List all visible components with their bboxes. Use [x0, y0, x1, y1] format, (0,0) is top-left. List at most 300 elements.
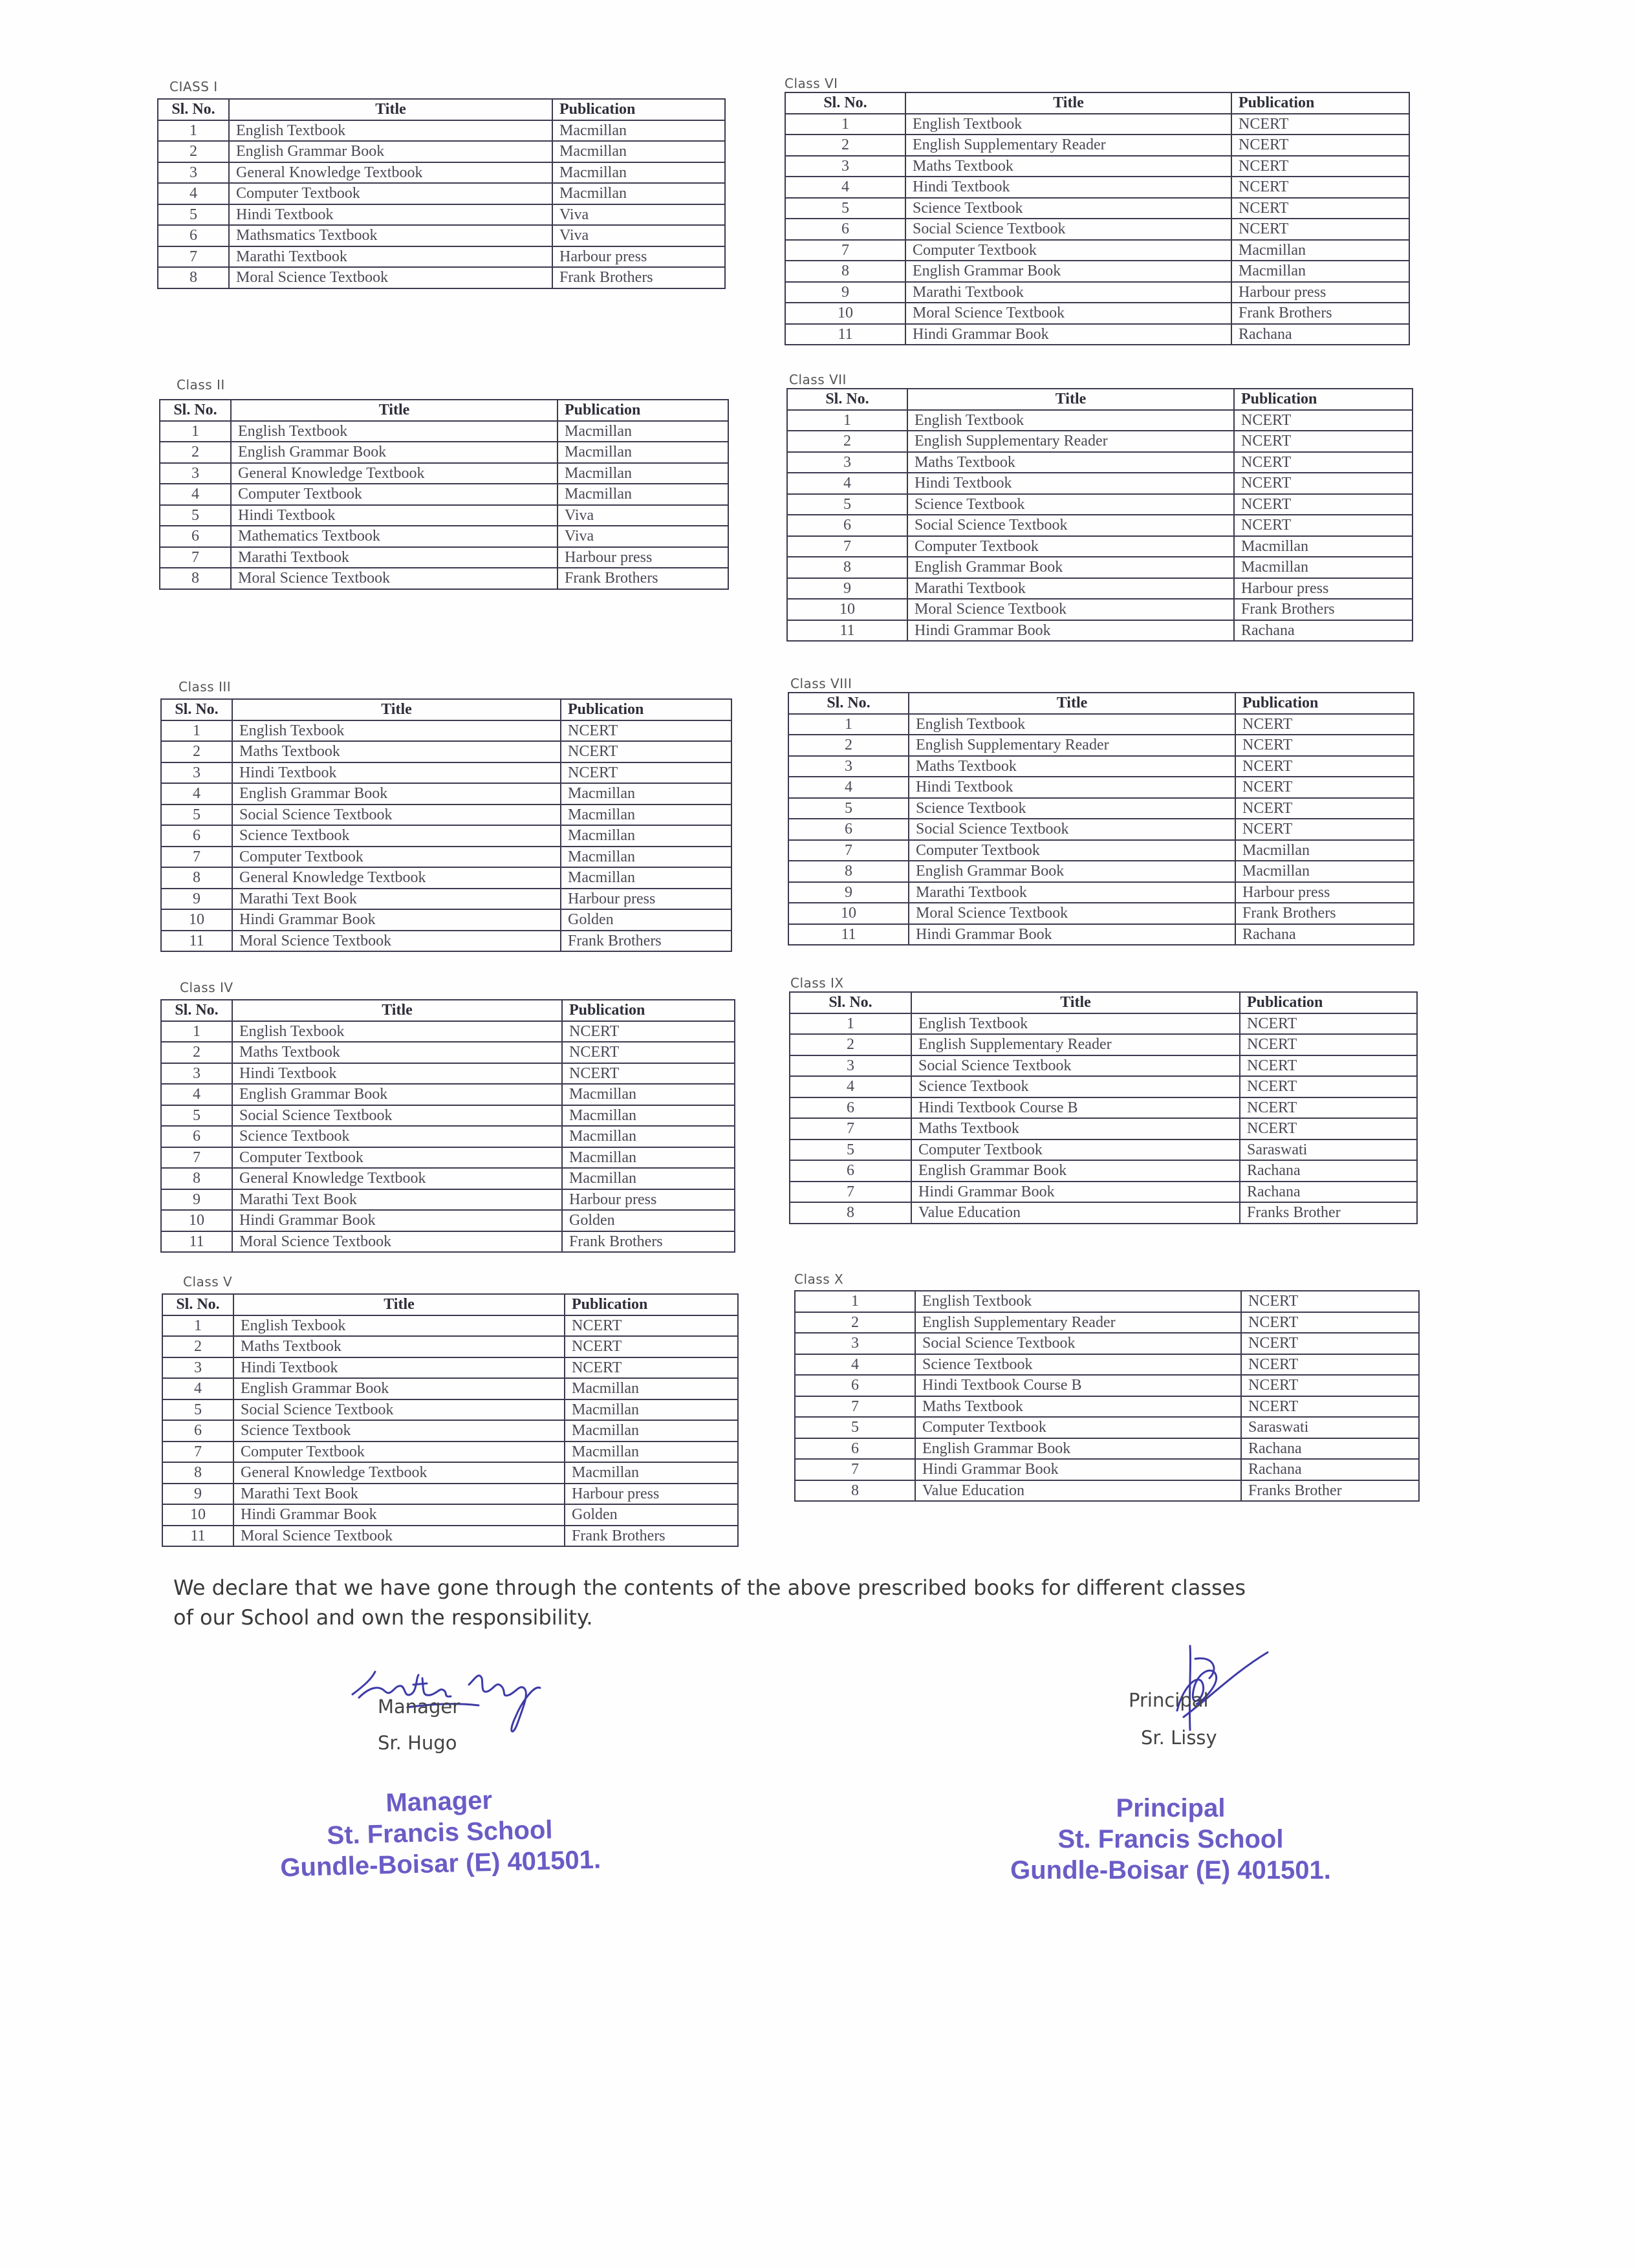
principal-signature — [1164, 1639, 1274, 1736]
declaration — [173, 1573, 1376, 1632]
cell-sl-no: 9 — [161, 889, 232, 910]
table-row — [161, 825, 731, 847]
cell-sl-no: 3 — [161, 762, 232, 784]
cell-title: English Texbook — [233, 1315, 565, 1337]
cell-title: Hindi Textbook — [231, 505, 558, 526]
cell-title: Computer Textbook — [232, 847, 561, 868]
table-row — [161, 867, 731, 889]
cell-publication: NCERT — [1234, 410, 1413, 431]
cell-title: Hindi Grammar Book — [905, 324, 1231, 345]
cell-publication: Macmillan — [565, 1399, 738, 1421]
cell-publication: NCERT — [1235, 798, 1414, 819]
cell-title: Science Textbook — [232, 825, 561, 847]
cell-sl-no: 1 — [158, 120, 229, 142]
table-header-row — [790, 992, 1417, 1013]
manager-stamp-line-3: Gundle-Boisar (E) 401501. — [279, 1845, 601, 1883]
cell-publication: NCERT — [1240, 1055, 1417, 1077]
table-row — [785, 261, 1409, 282]
cell-title: General Knowledge Textbook — [232, 867, 561, 889]
cell-publication: Macmillan — [552, 141, 725, 162]
class-label: Class VI — [785, 76, 838, 91]
cell-publication: Frank Brothers — [552, 267, 725, 288]
table-row — [790, 1160, 1417, 1182]
header-title: Title — [905, 92, 1231, 114]
table-row — [158, 183, 725, 204]
table-row — [795, 1291, 1419, 1312]
cell-title: Hindi Grammar Book — [232, 1210, 562, 1231]
cell-publication: Golden — [562, 1210, 735, 1231]
cell-publication: NCERT — [1231, 156, 1409, 177]
table-header-row — [158, 99, 725, 120]
cell-publication: NCERT — [561, 762, 731, 784]
table-row — [161, 1168, 735, 1189]
cell-publication: NCERT — [561, 741, 731, 762]
cell-publication: Macmillan — [1234, 557, 1413, 578]
principal-stamp — [977, 1793, 1365, 1886]
manager-stamp-line-1: Manager — [385, 1786, 493, 1818]
cell-title: English Textbook — [907, 410, 1234, 431]
table-row — [785, 240, 1409, 261]
cell-sl-no: 6 — [161, 1126, 232, 1147]
cell-sl-no: 2 — [788, 735, 909, 756]
cell-title: Computer Textbook — [911, 1139, 1240, 1161]
cell-publication: Golden — [561, 909, 731, 931]
cell-publication: Macmillan — [562, 1126, 735, 1147]
book-table — [159, 399, 729, 590]
cell-publication: Harbour press — [565, 1484, 738, 1505]
book-table — [785, 92, 1410, 345]
cell-title: Marathi Textbook — [229, 246, 552, 268]
header-sl-no: Sl. No. — [785, 92, 905, 114]
cell-sl-no: 10 — [787, 599, 907, 620]
table-row — [158, 120, 725, 142]
table-row — [161, 1042, 735, 1063]
table-row — [161, 1063, 735, 1085]
cell-sl-no: 6 — [787, 515, 907, 536]
book-table — [162, 1293, 739, 1547]
cell-publication: Harbour press — [1234, 578, 1413, 599]
cell-publication: NCERT — [1231, 177, 1409, 198]
book-table — [157, 98, 726, 289]
cell-title: Marathi Textbook — [907, 578, 1234, 599]
cell-publication: Frank Brothers — [561, 931, 731, 952]
table-row — [790, 1139, 1417, 1161]
cell-publication: Macmillan — [561, 783, 731, 805]
cell-sl-no: 5 — [787, 494, 907, 515]
table-row — [158, 204, 725, 226]
cell-publication: NCERT — [1240, 1097, 1417, 1119]
cell-publication: Franks Brother — [1240, 1202, 1417, 1224]
table-row — [790, 1118, 1417, 1139]
table-row — [788, 714, 1414, 735]
table-row — [795, 1312, 1419, 1334]
header-publication: Publication — [562, 1000, 735, 1021]
table-row — [161, 1126, 735, 1147]
table-header-row — [161, 699, 731, 720]
cell-title: Computer Textbook — [905, 240, 1231, 261]
table-row — [795, 1375, 1419, 1396]
cell-publication: NCERT — [1240, 1034, 1417, 1055]
cell-sl-no: 11 — [788, 924, 909, 945]
cell-publication: Macmillan — [1231, 240, 1409, 261]
table-row — [795, 1333, 1419, 1354]
cell-sl-no: 7 — [795, 1396, 915, 1418]
cell-sl-no: 3 — [795, 1333, 915, 1354]
cell-title: Moral Science Textbook — [233, 1526, 565, 1547]
cell-sl-no: 8 — [162, 1462, 233, 1484]
cell-publication: Macmillan — [552, 183, 725, 204]
table-row — [161, 931, 731, 952]
cell-title: Marathi Textbook — [909, 882, 1235, 903]
class-label: Class IV — [180, 980, 233, 995]
class-label: Class III — [179, 679, 232, 695]
cell-publication: NCERT — [1234, 431, 1413, 452]
cell-title: Science Textbook — [909, 798, 1235, 819]
cell-title: Moral Science Textbook — [229, 267, 552, 288]
cell-publication: NCERT — [1241, 1396, 1419, 1418]
cell-publication: Macmillan — [565, 1378, 738, 1399]
cell-title: Hindi Grammar Book — [232, 909, 561, 931]
cell-publication: Frank Brothers — [1234, 599, 1413, 620]
table-row — [162, 1484, 738, 1505]
cell-title: English Grammar Book — [231, 442, 558, 463]
table-row — [160, 505, 728, 526]
cell-publication: NCERT — [1240, 1076, 1417, 1097]
cell-title: Hindi Grammar Book — [909, 924, 1235, 945]
cell-sl-no: 1 — [161, 1021, 232, 1042]
cell-sl-no: 6 — [790, 1160, 911, 1182]
cell-sl-no: 2 — [787, 431, 907, 452]
header-publication: Publication — [561, 699, 731, 720]
header-sl-no: Sl. No. — [162, 1294, 233, 1315]
cell-publication: Viva — [558, 526, 728, 547]
table-row — [790, 1202, 1417, 1224]
table-header-row — [787, 389, 1413, 410]
cell-title: Marathi Textbook — [905, 282, 1231, 303]
cell-publication: Frank Brothers — [558, 568, 728, 589]
cell-title: Hindi Grammar Book — [233, 1504, 565, 1526]
header-title: Title — [233, 1294, 565, 1315]
cell-publication: NCERT — [562, 1021, 735, 1042]
cell-publication: NCERT — [1241, 1333, 1419, 1354]
cell-sl-no: 8 — [790, 1202, 911, 1224]
cell-title: Social Science Textbook — [909, 819, 1235, 840]
cell-title: Computer Textbook — [915, 1417, 1241, 1438]
table-row — [785, 219, 1409, 240]
cell-sl-no: 11 — [161, 931, 232, 952]
cell-title: Hindi Textbook — [907, 473, 1234, 494]
manager-name: Sr. Hugo — [378, 1732, 457, 1754]
cell-sl-no: 2 — [795, 1312, 915, 1334]
cell-sl-no: 9 — [785, 282, 905, 303]
cell-title: Marathi Text Book — [232, 889, 561, 910]
cell-publication: NCERT — [561, 720, 731, 742]
cell-publication: NCERT — [1240, 1013, 1417, 1035]
cell-title: English Grammar Book — [911, 1160, 1240, 1182]
cell-sl-no: 2 — [790, 1034, 911, 1055]
cell-publication: Macmillan — [558, 421, 728, 442]
cell-publication: Rachana — [1235, 924, 1414, 945]
cell-title: Computer Textbook — [231, 484, 558, 505]
table-row — [788, 735, 1414, 756]
cell-title: Science Textbook — [907, 494, 1234, 515]
cell-title: English Supplementary Reader — [905, 135, 1231, 156]
cell-publication: NCERT — [1241, 1291, 1419, 1312]
table-row — [795, 1417, 1419, 1438]
cell-publication: Harbour press — [1235, 882, 1414, 903]
table-header-row — [161, 1000, 735, 1021]
cell-sl-no: 5 — [795, 1417, 915, 1438]
cell-sl-no: 10 — [161, 1210, 232, 1231]
cell-title: English Grammar Book — [232, 1084, 562, 1105]
cell-publication: Frank Brothers — [1231, 303, 1409, 324]
header-title: Title — [232, 1000, 562, 1021]
cell-publication: Saraswati — [1240, 1139, 1417, 1161]
cell-publication: Macmillan — [561, 847, 731, 868]
cell-sl-no: 3 — [785, 156, 905, 177]
cell-sl-no: 1 — [788, 714, 909, 735]
header-sl-no: Sl. No. — [161, 699, 232, 720]
cell-publication: NCERT — [1234, 452, 1413, 473]
cell-title: Maths Textbook — [232, 741, 561, 762]
cell-title: Social Science Textbook — [907, 515, 1234, 536]
table-row — [162, 1526, 738, 1547]
cell-sl-no: 11 — [162, 1526, 233, 1547]
cell-title: Hindi Textbook Course B — [915, 1375, 1241, 1396]
table-row — [158, 246, 725, 268]
cell-sl-no: 4 — [787, 473, 907, 494]
cell-publication: Macmillan — [562, 1168, 735, 1189]
cell-publication: Franks Brother — [1241, 1480, 1419, 1502]
cell-title: Maths Textbook — [905, 156, 1231, 177]
cell-title: Marathi Text Book — [233, 1484, 565, 1505]
header-title: Title — [911, 992, 1240, 1013]
cell-title: English Textbook — [229, 120, 552, 142]
table-row — [161, 1231, 735, 1253]
cell-publication: Macmillan — [1235, 840, 1414, 861]
cell-title: Hindi Textbook — [232, 762, 561, 784]
cell-sl-no: 6 — [162, 1420, 233, 1442]
cell-sl-no: 1 — [162, 1315, 233, 1337]
table-header-row — [785, 92, 1409, 114]
cell-sl-no: 7 — [795, 1459, 915, 1480]
cell-sl-no: 6 — [785, 219, 905, 240]
cell-sl-no: 5 — [785, 198, 905, 219]
cell-publication: NCERT — [1235, 714, 1414, 735]
table-row — [161, 805, 731, 826]
cell-sl-no: 6 — [790, 1097, 911, 1119]
cell-publication: Viva — [552, 204, 725, 226]
header-publication: Publication — [1234, 389, 1413, 410]
cell-sl-no: 9 — [788, 882, 909, 903]
table-row — [787, 599, 1413, 620]
cell-sl-no: 8 — [795, 1480, 915, 1502]
header-publication: Publication — [565, 1294, 738, 1315]
cell-publication: Macmillan — [561, 825, 731, 847]
cell-publication: NCERT — [1235, 735, 1414, 756]
table-row — [788, 840, 1414, 861]
header-sl-no: Sl. No. — [161, 1000, 232, 1021]
cell-sl-no: 8 — [160, 568, 231, 589]
cell-sl-no: 9 — [162, 1484, 233, 1505]
cell-title: Science Textbook — [915, 1354, 1241, 1376]
cell-title: English Supplementary Reader — [915, 1312, 1241, 1334]
header-title: Title — [907, 389, 1234, 410]
cell-sl-no: 1 — [161, 720, 232, 742]
manager-stamp-line-2: St. Francis School — [326, 1815, 554, 1850]
table-row — [787, 620, 1413, 642]
cell-publication: Frank Brothers — [565, 1526, 738, 1547]
cell-title: English Grammar Book — [909, 861, 1235, 882]
cell-sl-no: 4 — [788, 777, 909, 798]
table-row — [161, 1210, 735, 1231]
cell-title: English Supplementary Reader — [907, 431, 1234, 452]
cell-title: General Knowledge Textbook — [229, 162, 552, 184]
cell-sl-no: 7 — [158, 246, 229, 268]
header-sl-no: Sl. No. — [787, 389, 907, 410]
table-row — [785, 324, 1409, 345]
cell-title: Moral Science Textbook — [231, 568, 558, 589]
cell-title: Marathi Textbook — [231, 547, 558, 568]
cell-title: Hindi Textbook — [229, 204, 552, 226]
cell-title: Moral Science Textbook — [907, 599, 1234, 620]
table-row — [788, 777, 1414, 798]
cell-title: Computer Textbook — [229, 183, 552, 204]
table-row — [787, 557, 1413, 578]
cell-sl-no: 6 — [158, 225, 229, 246]
cell-title: Science Textbook — [232, 1126, 562, 1147]
cell-sl-no: 11 — [785, 324, 905, 345]
cell-title: English Supplementary Reader — [911, 1034, 1240, 1055]
manager-role: Manager — [378, 1696, 460, 1718]
cell-sl-no: 7 — [161, 847, 232, 868]
cell-sl-no: 9 — [161, 1189, 232, 1211]
cell-title: Hindi Grammar Book — [907, 620, 1234, 642]
cell-sl-no: 2 — [161, 1042, 232, 1063]
cell-sl-no: 7 — [162, 1442, 233, 1463]
principal-name: Sr. Lissy — [1141, 1727, 1217, 1749]
cell-publication: Macmillan — [565, 1442, 738, 1463]
table-row — [160, 568, 728, 589]
cell-publication: Harbour press — [562, 1189, 735, 1211]
header-publication: Publication — [552, 99, 725, 120]
cell-publication: Frank Brothers — [1235, 903, 1414, 924]
table-row — [795, 1354, 1419, 1376]
class-label: Class V — [183, 1274, 233, 1290]
principal-stamp-line-2: St. Francis School — [1057, 1825, 1284, 1853]
cell-publication: NCERT — [1234, 515, 1413, 536]
cell-sl-no: 5 — [158, 204, 229, 226]
book-table — [160, 698, 732, 952]
cell-sl-no: 6 — [795, 1438, 915, 1460]
cell-title: English Grammar Book — [233, 1378, 565, 1399]
cell-sl-no: 2 — [785, 135, 905, 156]
cell-title: Moral Science Textbook — [232, 931, 561, 952]
table-row — [788, 924, 1414, 945]
cell-sl-no: 6 — [788, 819, 909, 840]
cell-sl-no: 4 — [162, 1378, 233, 1399]
cell-sl-no: 8 — [788, 861, 909, 882]
cell-sl-no: 2 — [158, 141, 229, 162]
principal-stamp-line-1: Principal — [1116, 1794, 1226, 1822]
cell-sl-no: 5 — [161, 1105, 232, 1127]
cell-title: Science Textbook — [233, 1420, 565, 1442]
cell-publication: Golden — [565, 1504, 738, 1526]
cell-title: Hindi Textbook Course B — [911, 1097, 1240, 1119]
class-label: Class VIII — [790, 676, 852, 691]
cell-publication: Harbour press — [1231, 282, 1409, 303]
class-label: Class IX — [790, 975, 844, 991]
cell-publication: NCERT — [1241, 1354, 1419, 1376]
table-row — [787, 410, 1413, 431]
table-row — [161, 720, 731, 742]
table-row — [161, 1105, 735, 1127]
principal-role: Principal — [1129, 1689, 1209, 1711]
cell-title: English Textbook — [911, 1013, 1240, 1035]
cell-title: Value Education — [911, 1202, 1240, 1224]
cell-sl-no: 4 — [158, 183, 229, 204]
cell-title: English Grammar Book — [232, 783, 561, 805]
class-label: Class VII — [789, 372, 847, 387]
table-row — [795, 1396, 1419, 1418]
cell-sl-no: 4 — [785, 177, 905, 198]
cell-sl-no: 4 — [161, 783, 232, 805]
cell-title: Social Science Textbook — [905, 219, 1231, 240]
cell-title: Hindi Grammar Book — [911, 1182, 1240, 1203]
cell-publication: NCERT — [1234, 473, 1413, 494]
cell-sl-no: 4 — [790, 1076, 911, 1097]
header-publication: Publication — [1235, 693, 1414, 714]
cell-title: Science Textbook — [911, 1076, 1240, 1097]
table-row — [160, 463, 728, 484]
cell-publication: Macmillan — [558, 442, 728, 463]
cell-title: Mathsmatics Textbook — [229, 225, 552, 246]
cell-publication: Saraswati — [1241, 1417, 1419, 1438]
cell-title: Hindi Textbook — [905, 177, 1231, 198]
cell-title: English Textbook — [915, 1291, 1241, 1312]
cell-sl-no: 7 — [790, 1118, 911, 1139]
cell-sl-no: 6 — [161, 825, 232, 847]
cell-sl-no: 7 — [790, 1182, 911, 1203]
header-publication: Publication — [558, 400, 728, 421]
book-table — [160, 999, 735, 1253]
cell-title: English Grammar Book — [907, 557, 1234, 578]
cell-publication: Macmillan — [1234, 536, 1413, 557]
cell-publication: Harbour press — [552, 246, 725, 268]
table-row — [161, 909, 731, 931]
table-header-row — [162, 1294, 738, 1315]
class-label: Class X — [794, 1271, 844, 1287]
cell-publication: Rachana — [1241, 1459, 1419, 1480]
cell-publication: NCERT — [1235, 756, 1414, 777]
table-row — [161, 1147, 735, 1169]
cell-title: Maths Textbook — [911, 1118, 1240, 1139]
cell-sl-no: 7 — [785, 240, 905, 261]
cell-title: Social Science Textbook — [233, 1399, 565, 1421]
table-row — [160, 442, 728, 463]
cell-publication: Rachana — [1240, 1160, 1417, 1182]
cell-sl-no: 8 — [787, 557, 907, 578]
table-row — [790, 1076, 1417, 1097]
header-title: Title — [229, 99, 552, 120]
cell-title: Moral Science Textbook — [232, 1231, 562, 1253]
declaration-line-2: of our School and own the responsibility. — [173, 1605, 593, 1630]
cell-publication: Macmillan — [1235, 861, 1414, 882]
cell-publication: Macmillan — [1231, 261, 1409, 282]
cell-publication: Viva — [558, 505, 728, 526]
table-row — [787, 494, 1413, 515]
table-row — [785, 177, 1409, 198]
